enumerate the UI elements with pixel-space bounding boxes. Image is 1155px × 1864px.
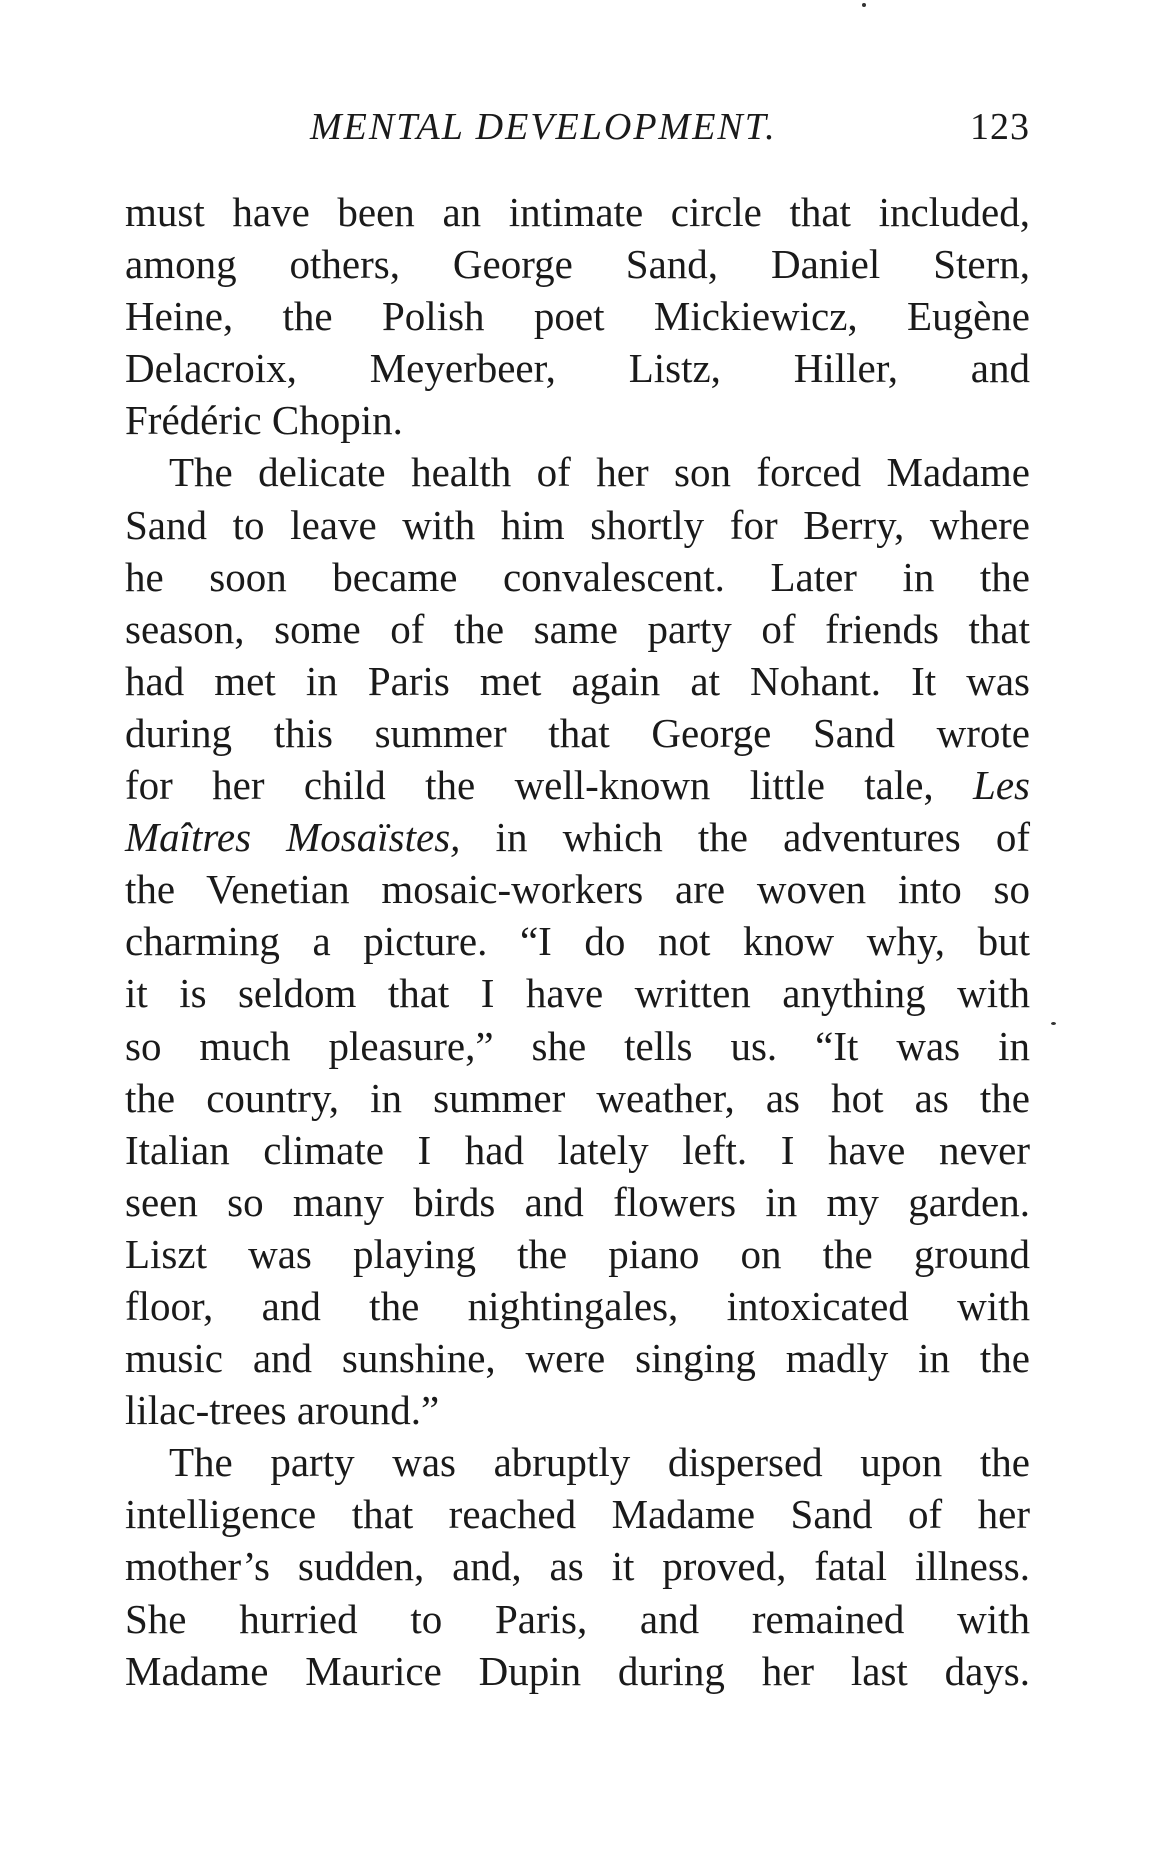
text-line: must have been an intimate circle that included,	[125, 189, 1030, 235]
text-fragment: for her child the well-known little tale,	[125, 762, 934, 809]
italic-title-fragment: Les	[973, 762, 1030, 809]
text-line: season, some of the same party of friends that	[125, 605, 1030, 652]
text-line	[125, 759, 1030, 811]
page-number: 123	[970, 106, 1030, 148]
text-line: Madame Maurice Dupin during her last days.	[125, 1647, 1030, 1694]
text-line: The delicate health of her son forced Madame	[169, 449, 1030, 496]
text-line: he soon became convalescent. Later in the	[125, 553, 1030, 600]
text-line: Italian climate I had lately left. I have never	[125, 1126, 1030, 1173]
text-line: Sand to leave with him shortly for Berry, where	[125, 501, 1030, 548]
text-line: Liszt was playing the piano on the ground	[125, 1230, 1030, 1277]
text-line: intelligence that reached Madame Sand of her	[125, 1491, 1030, 1538]
text-line: lilac-trees around.”	[125, 1387, 440, 1434]
text-line: floor, and the nightingales, intoxicated with	[125, 1282, 1030, 1329]
print-speck	[862, 3, 866, 7]
text-fragment: in which the adventures of	[495, 814, 1030, 861]
text-line: the country, in summer weather, as hot as the	[125, 1074, 1030, 1121]
body-text	[125, 186, 1030, 1697]
text-line: Heine, the Polish poet Mickiewicz, Eugène	[125, 293, 1030, 340]
text-line: mother’s sudden, and, as it proved, fatal illness.	[125, 1543, 1030, 1590]
text-line: it is seldom that I have written anything with	[125, 970, 1030, 1017]
text-line: seen so many birds and flowers in my garden.	[125, 1178, 1030, 1225]
text-line: so much pleasure,” she tells us. “It was in	[125, 1022, 1030, 1069]
running-title: MENTAL DEVELOPMENT.	[310, 106, 777, 148]
print-speck	[1051, 1022, 1056, 1025]
text-line	[125, 811, 1030, 863]
italic-title-fragment: Maîtres Mosaïstes,	[125, 814, 461, 861]
text-line: charming a picture. “I do not know why, but	[125, 918, 1030, 965]
running-head	[125, 105, 1030, 155]
text-line: music and sunshine, were singing madly in the	[125, 1335, 1030, 1382]
text-line: among others, George Sand, Daniel Stern,	[125, 241, 1030, 288]
text-line: Delacroix, Meyerbeer, Listz, Hiller, and	[125, 345, 1030, 392]
text-line: She hurried to Paris, and remained with	[125, 1595, 1030, 1642]
text-line: Frédéric Chopin.	[125, 397, 403, 444]
text-line: the Venetian mosaic-workers are woven into so	[125, 866, 1030, 913]
text-line: during this summer that George Sand wrote	[125, 709, 1030, 756]
text-line: The party was abruptly dispersed upon the	[169, 1439, 1030, 1486]
text-line: had met in Paris met again at Nohant. It was	[125, 657, 1030, 704]
